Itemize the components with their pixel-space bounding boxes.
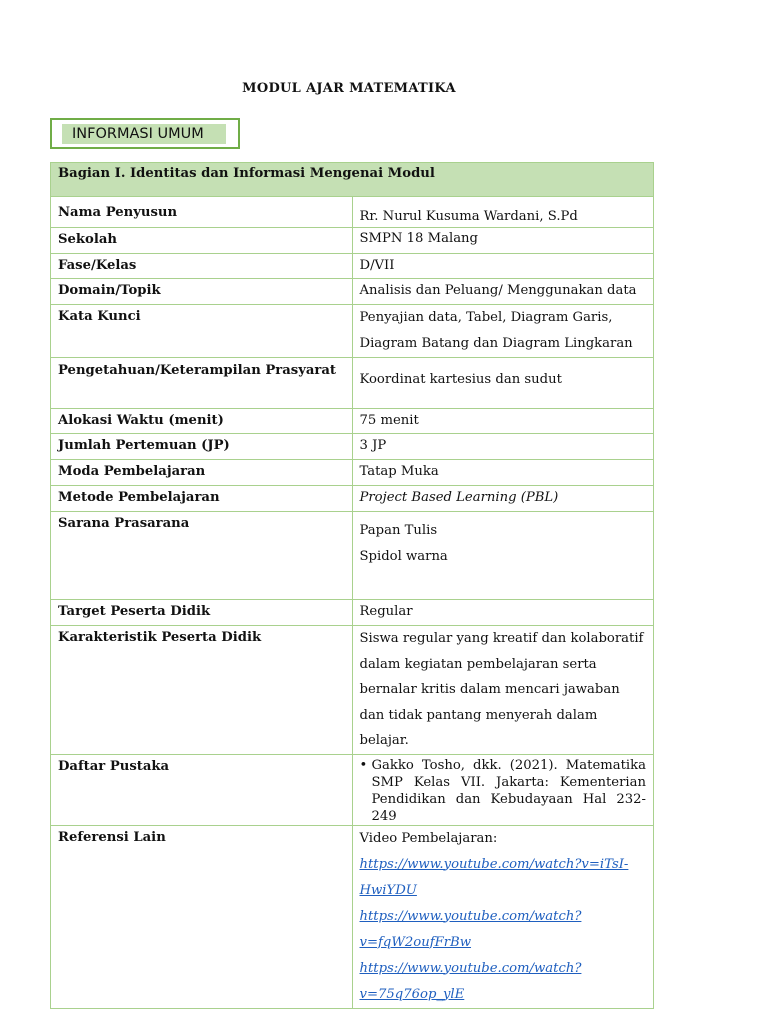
- row-value: Penyajian data, Tabel, Diagram Garis, Diagram Batang dan Diagram Lingkaran: [352, 305, 654, 358]
- table-row: [51, 305, 654, 358]
- row-value: Koordinat kartesius dan sudut: [352, 358, 654, 409]
- row-value: [352, 754, 654, 825]
- table-row: [51, 754, 654, 825]
- row-value: 75 menit: [352, 409, 654, 434]
- row-value-list: [352, 512, 654, 600]
- row-label: Jumlah Pertemuan (JP): [51, 434, 353, 460]
- table-header-row: [51, 163, 654, 197]
- reference-intro: Video Pembelajaran:: [359, 830, 498, 846]
- row-label: Fase/Kelas: [51, 254, 353, 279]
- bullet-icon: •: [359, 757, 368, 773]
- row-value: Siswa regular yang kreatif dan kolaboratif dalam kegiatan pembelajaran serta bernalar kritis dalam mencari jawaban dan tidak pantang menyerah dalam belajar.: [352, 626, 654, 755]
- row-value-list: [352, 825, 654, 1008]
- video-link[interactable]: https://www.youtube.com/watch?v=75q76op_ylE: [359, 960, 582, 1002]
- table-row: [51, 512, 654, 600]
- list-item: [360, 757, 647, 825]
- document-title: MODUL AJAR MATEMATIKA: [242, 81, 456, 96]
- table-row: [51, 358, 654, 409]
- table-row: [51, 409, 654, 434]
- row-label: Domain/Topik: [51, 279, 353, 305]
- row-value: SMPN 18 Malang: [352, 228, 654, 254]
- row-value: Tatap Muka: [352, 460, 654, 486]
- row-label: Target Peserta Didik: [51, 600, 353, 626]
- reference-text: Gakko Tosho, dkk. (2021). Matematika SMP Kelas VII. Jakarta: Kementerian Pendidikan dan Kebudayaan Hal 232-249: [371, 757, 646, 824]
- row-value: D/VII: [352, 254, 654, 279]
- list-item: Papan Tulis: [359, 523, 438, 538]
- row-label: Alokasi Waktu (menit): [51, 409, 353, 434]
- section-heading-label: INFORMASI UMUM: [62, 124, 226, 144]
- table-row: [51, 434, 654, 460]
- row-value: Rr. Nurul Kusuma Wardani, S.Pd: [352, 197, 654, 228]
- row-label: Karakteristik Peserta Didik: [51, 626, 353, 755]
- row-label: Sekolah: [51, 228, 353, 254]
- table-row: [51, 825, 654, 1008]
- table-row: [51, 460, 654, 486]
- section-heading-box: [50, 118, 240, 149]
- list-item: Spidol warna: [359, 549, 448, 564]
- row-label: Sarana Prasarana: [51, 512, 353, 600]
- row-label: Pengetahuan/Keterampilan Prasyarat: [51, 358, 353, 409]
- row-value: 3 JP: [352, 434, 654, 460]
- table-row: [51, 254, 654, 279]
- table-row: [51, 486, 654, 512]
- row-label: Daftar Pustaka: [51, 754, 353, 825]
- row-label: Moda Pembelajaran: [51, 460, 353, 486]
- table-row: [51, 600, 654, 626]
- table-row: [51, 197, 654, 228]
- table-header-cell: Bagian I. Identitas dan Informasi Mengenai Modul: [51, 163, 654, 197]
- table-row: [51, 279, 654, 305]
- row-label: Kata Kunci: [51, 305, 353, 358]
- video-link[interactable]: https://www.youtube.com/watch?v=iTsI-HwiYDU: [359, 856, 629, 898]
- module-info-table: [50, 162, 654, 1009]
- row-value: Regular: [352, 600, 654, 626]
- row-value: Analisis dan Peluang/ Menggunakan data: [352, 279, 654, 305]
- row-value: Project Based Learning (PBL): [352, 486, 654, 512]
- table-row: [51, 626, 654, 755]
- row-label: Metode Pembelajaran: [51, 486, 353, 512]
- row-label: Referensi Lain: [51, 825, 353, 1008]
- video-link[interactable]: https://www.youtube.com/watch?v=fqW2oufFrBw: [359, 908, 582, 950]
- table-row: [51, 228, 654, 254]
- row-label: Nama Penyusun: [51, 197, 353, 228]
